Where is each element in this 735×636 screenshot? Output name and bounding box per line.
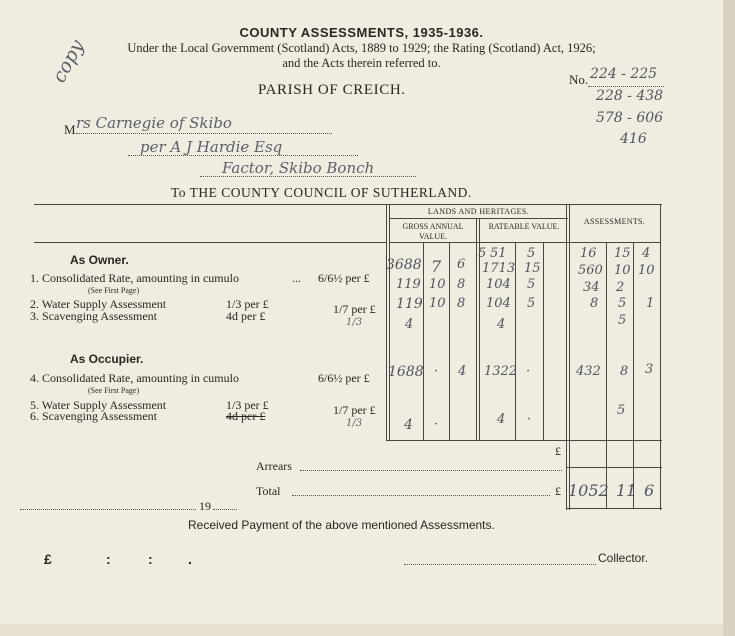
- owner-rateable-prefix: 5: [478, 246, 487, 261]
- rateable-value-header: RATEABLE VALUE.: [488, 222, 560, 231]
- owner-gross-2-pence: 8: [457, 296, 466, 311]
- occupier-gross-4-pounds: 1688: [388, 364, 424, 380]
- occupier-gross-4-pence: 4: [458, 364, 467, 379]
- paper-edge: [723, 0, 735, 636]
- occupier-row5-label: 5. Water Supply Assessment: [30, 398, 167, 412]
- owner-assess-3: 5: [618, 313, 627, 328]
- assessments-divider-b: [569, 204, 570, 510]
- owner-assess-1a-shillings: 15: [614, 246, 631, 261]
- collector-signature-line: [404, 564, 596, 565]
- owner-assess-2-shillings: 5: [618, 296, 627, 311]
- addressee-line-1: [76, 133, 332, 134]
- owner-rateable-1c-shillings: 5: [527, 277, 536, 292]
- total-pound-sign: £: [555, 484, 561, 498]
- total-shillings: 11: [616, 481, 637, 500]
- owner-rateable-3: 4: [497, 317, 506, 332]
- owner-rateable-2-shillings: 5: [527, 296, 536, 311]
- form-subtitle-line2: and the Acts therein referred to.: [282, 56, 441, 70]
- owner-rateable-1a-pounds: 51: [490, 246, 507, 261]
- owner-rateable-1c-pounds: 104: [486, 277, 511, 292]
- table-top-rule: [34, 204, 662, 205]
- owner-row1-dots: ...: [292, 271, 301, 285]
- owner-rateable-1a-shillings: 5: [527, 246, 536, 261]
- owner-gross-3: 4: [405, 317, 414, 332]
- owner-combined-hand: 1/3: [346, 317, 363, 328]
- occupier-row5-rate: 1/3 per £: [226, 398, 269, 412]
- occupier-combined-hand: 1/3: [346, 418, 363, 429]
- owner-combined-rate: 1/7 per £: [333, 302, 376, 316]
- owner-assess-1b-pence: 10: [638, 263, 655, 278]
- column-divider-1: [386, 204, 387, 440]
- occupier-gross-6-pounds: 4: [404, 417, 413, 433]
- owner-rateable-1b-pounds: 1713: [482, 261, 516, 276]
- date-line: [20, 509, 196, 510]
- occupier-row6-rate: 4d per £: [226, 409, 266, 423]
- occupier-gross-6-shillings: ·: [434, 417, 439, 432]
- number-label: No.: [569, 72, 589, 87]
- owner-gross-1b-shillings: 10: [429, 277, 446, 292]
- total-rule: [566, 508, 662, 509]
- form-title: COUNTY ASSESSMENTS, 1935-1936.: [239, 25, 484, 40]
- gross-pence-divider-b: [449, 242, 450, 440]
- owner-row1-note: (See First Page): [88, 286, 140, 295]
- column-divider-1b: [389, 204, 390, 440]
- handwritten-recipient-3: Factor, Skibo Bonch: [222, 159, 375, 177]
- handwritten-recipient-2: per A J Hardie Esq: [140, 138, 283, 156]
- owner-gross-2-shillings: 10: [429, 296, 446, 311]
- gross-annual-value-header: GROSS ANNUAL VALUE.: [402, 222, 464, 241]
- handwritten-number-3: 578 - 606: [596, 110, 664, 126]
- arrears-pound-sign: £: [555, 444, 561, 458]
- assessments-divider: [566, 204, 567, 510]
- owner-rateable-1b-shillings: 15: [524, 261, 541, 276]
- footer-colon-2: :: [148, 551, 153, 567]
- date-year-suffix: 19: [199, 499, 211, 513]
- owner-assess-2-pounds: 8: [590, 296, 599, 311]
- as-owner-heading: As Owner.: [70, 253, 129, 267]
- total-pounds: 1052: [568, 481, 609, 500]
- gross-rateable-divider: [476, 218, 477, 440]
- handwritten-number-4: 416: [620, 131, 647, 147]
- owner-assess-1b-shillings: 10: [614, 263, 631, 278]
- assessments-pence-divider: [633, 242, 634, 508]
- handwritten-copy-note: copy: [48, 36, 89, 87]
- as-occupier-heading: As Occupier.: [70, 352, 144, 366]
- lands-heritages-header: LANDS AND HERITAGES.: [427, 207, 530, 216]
- handwritten-number-2: 228 - 438: [596, 88, 664, 104]
- owner-gross-1-pence: 6: [457, 257, 466, 272]
- occupier-row4-note: (See First Page): [88, 386, 140, 395]
- owner-assess-1c-pounds: 34: [583, 280, 600, 295]
- occupier-rateable-6-pounds: 4: [497, 412, 506, 427]
- handwritten-recipient-1: rs Carnegie of Skibo: [76, 114, 232, 132]
- table-bottom-rule: [386, 440, 662, 441]
- addressee-prefix: M: [64, 122, 76, 137]
- owner-assess-2-pence: 1: [646, 296, 655, 311]
- owner-gross-2-pounds: 119: [396, 296, 423, 312]
- footer-colon-1: :: [106, 551, 111, 567]
- total-leader: [292, 495, 550, 496]
- subheader-rule: [389, 242, 661, 243]
- owner-gross-1b-pence: 8: [457, 277, 466, 292]
- owner-row3-label: 3. Scavenging Assessment: [30, 309, 157, 323]
- occupier-assess-4-pounds: 432: [576, 364, 601, 379]
- owner-assess-1b-pounds: 560: [578, 263, 603, 278]
- owner-row2-rate: 1/3 per £: [226, 297, 269, 311]
- occupier-row4-label: 4. Consolidated Rate, amounting in cumulo: [30, 371, 239, 385]
- total-label: Total: [256, 484, 281, 498]
- label-column-rule: [34, 242, 386, 243]
- assessments-right-edge: [660, 204, 661, 510]
- gross-pence-divider-a: [423, 242, 424, 440]
- total-pence: 6: [644, 481, 655, 500]
- occupier-combined-rate: 1/7 per £: [333, 403, 376, 417]
- arrears-rule: [566, 467, 662, 468]
- occupier-rateable-4-pounds: 1322: [484, 364, 518, 379]
- arrears-leader: [300, 470, 562, 471]
- occupier-gross-4-shillings: ·: [434, 364, 439, 379]
- owner-row2-label: 2. Water Supply Assessment: [30, 297, 167, 311]
- owner-row1-label: 1. Consolidated Rate, amounting in cumulo: [30, 271, 239, 285]
- owner-assess-1a-pounds: 16: [580, 246, 597, 261]
- parish-title: PARISH OF CREICH.: [258, 82, 406, 98]
- assessments-shilling-divider: [606, 242, 607, 508]
- owner-assess-1a-pence: 4: [642, 246, 651, 261]
- number-line: [588, 86, 664, 87]
- date-line-end: [213, 509, 237, 510]
- footer-pound-sign: £: [44, 551, 52, 567]
- owner-rateable-2-pounds: 104: [486, 296, 511, 311]
- to-county-council: To THE COUNTY COUNCIL OF SUTHERLAND.: [171, 185, 472, 200]
- footer-dot: .: [188, 551, 192, 567]
- collector-label: Collector.: [598, 551, 649, 565]
- occupier-assess-4-shillings: 8: [620, 364, 629, 379]
- form-subtitle-line1: Under the Local Government (Scotland) Acts, 1889 to 1929; the Rating (Scotland) Act, 1926;: [127, 41, 596, 55]
- occupier-row6-label: 6. Scavenging Assessment: [30, 409, 157, 423]
- handwritten-number-1: 224 - 225: [590, 66, 658, 82]
- owner-assess-1c-shillings: 2: [616, 280, 625, 295]
- owner-gross-1-shillings: 7: [431, 257, 442, 276]
- occupier-rateable-6-shillings: ·: [527, 412, 532, 427]
- arrears-label: Arrears: [256, 459, 292, 473]
- rateable-pence-divider: [515, 242, 516, 440]
- assessments-header: ASSESSMENTS.: [583, 217, 646, 226]
- owner-gross-1b-pounds: 119: [396, 277, 421, 292]
- occupier-assess-6: 5: [617, 403, 626, 418]
- received-payment-text: Received Payment of the above mentioned Assessments.: [188, 518, 495, 532]
- occupier-rateable-4-shillings: ·: [526, 364, 531, 379]
- occupier-assess-4-pence: 3: [645, 362, 654, 377]
- owner-row1-rate: 6/6½ per £: [318, 271, 370, 285]
- owner-gross-1-pounds: 3688: [386, 257, 422, 273]
- rateable-end-divider: [543, 242, 544, 440]
- occupier-row4-rate: 6/6½ per £: [318, 371, 370, 385]
- owner-row3-rate: 4d per £: [226, 309, 266, 323]
